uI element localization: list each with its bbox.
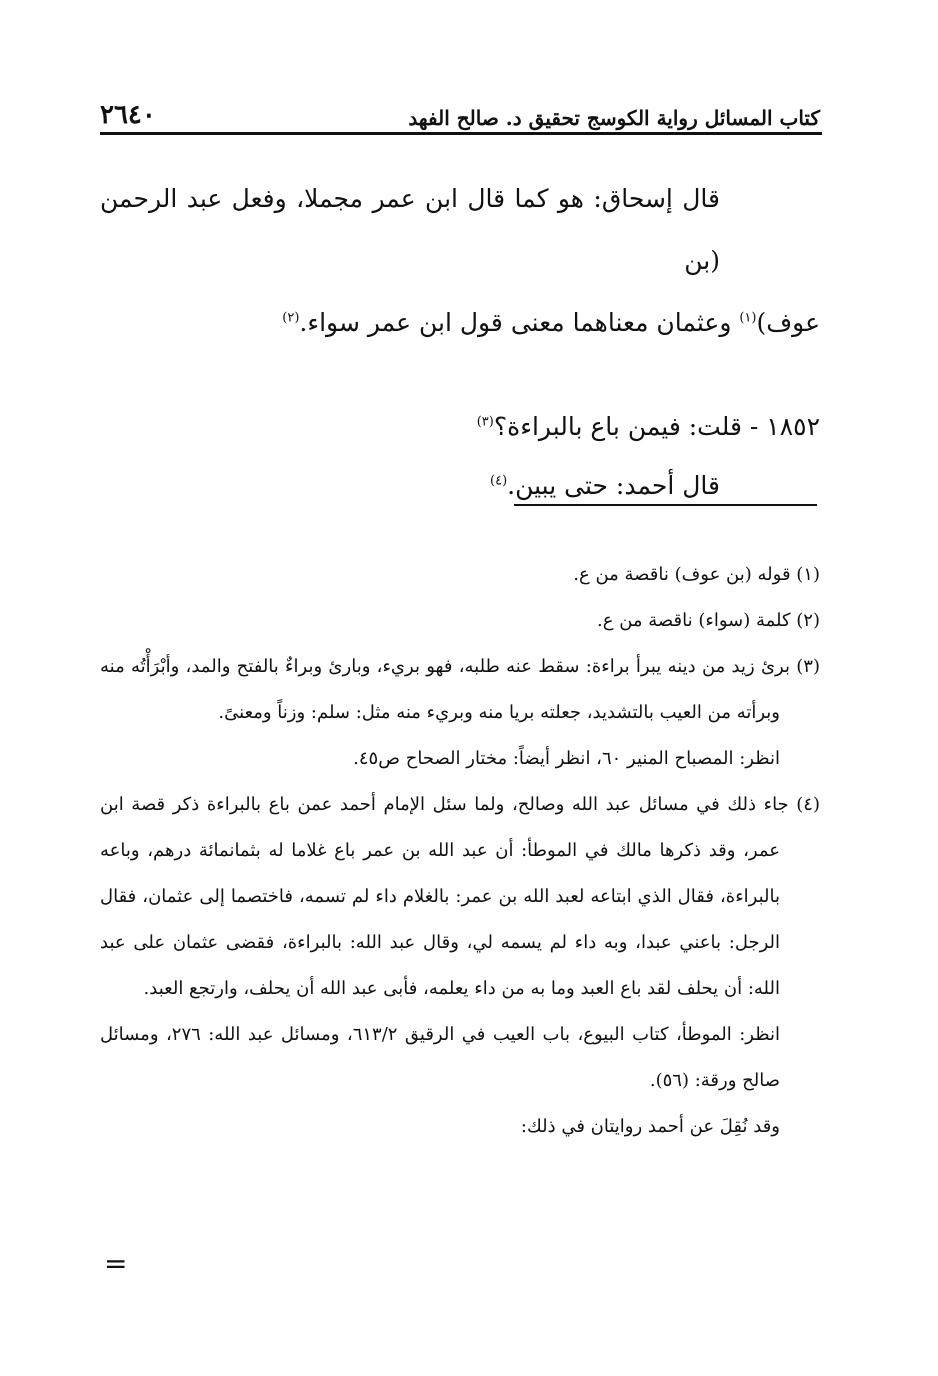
footnote-ref-2: (٢) xyxy=(282,310,300,326)
footnote-ref-4: (٤) xyxy=(490,473,508,489)
running-title: كتاب المسائل رواية الكوسج تحقيق د. صالح الفهد xyxy=(408,106,820,130)
question-1852 xyxy=(100,396,820,458)
footnote-ref-3: (٣) xyxy=(476,414,494,430)
footnote-ref-1: (١) xyxy=(739,310,757,326)
footnote-3: (٣) برئ زيد من دينه يبرأ براءة: سقط عنه طلبه، فهو بريء، وبارئ وبراءٌ بالفتح والمد، وأبْرَأْتُه منه وبرأته من العيب بالتشديد، جعلته بريا منه وبريء منه مثل: سلم: وزناً ومعنىً. xyxy=(100,656,820,723)
ishaq-line-2-start: عوف) xyxy=(756,308,820,337)
footnote-1: (١) قوله (بن عوف) ناقصة من ع. xyxy=(573,564,820,585)
page-header xyxy=(100,90,820,130)
footnote-separator xyxy=(514,504,817,506)
question-text: ١٨٥٢ - قلت: فيمن باع بالبراءة؟ xyxy=(493,412,820,441)
footnote-4-note: وقد نُقِلَ عن أحمد روايتان في ذلك: xyxy=(520,1116,780,1137)
ishaq-line-1: قال إسحاق: هو كما قال ابن عمر مجملا، وفعل عبد الرحمن (بن xyxy=(100,184,720,275)
footnote-4-source: انظر: الموطأ، كتاب البيوع، باب العيب في الرقيق ٦١٣/٢، ومسائل عبد الله: ٢٧٦، ومسائل صالح ورقة: (٥٦). xyxy=(100,1024,780,1091)
ishaq-line-2 xyxy=(100,292,820,354)
main-text xyxy=(100,168,820,514)
footnote-3-source: انظر: المصباح المنير ٦٠، انظر أيضاً: مختار الصحاح ص٤٥. xyxy=(353,748,780,769)
ishaq-line-2-rest: وعثمان معناهما معنى قول ابن عمر سواء. xyxy=(299,308,740,337)
header-rule xyxy=(100,132,822,135)
answer-text: قال أحمد: حتى يبين. xyxy=(507,471,720,500)
footnotes xyxy=(100,552,820,1150)
footnote-4: (٤) جاء ذلك في مسائل عبد الله وصالح، ولما سئل الإمام أحمد عمن باع بالبراءة ذكر قصة ابن عمر، وقد ذكرها مالك في الموطأ: أن عبد الله بن عمر باع غلاما له بثمانمائة درهم، وباعه بالبراءة، فقال الذي ابتاعه لعبد الله بن عمر: بالغلام داء لم تسمه، فاختصما إلى عثمان، فقال الرجل: باعني عبدا، وبه داء لم يسمه لي، وقال عبد الله: بالبراءة، فقضى عثمان على عبد الله: أن يحلف لقد باع العبد وما به من داء يعلمه، فأبى عبد الله أن يحلف، وارتجع العبد. xyxy=(100,794,820,999)
footnote-2: (٢) كلمة (سواء) ناقصة من ع. xyxy=(597,610,820,631)
page-number: ٢٦٤٠ xyxy=(100,100,156,130)
continuation-mark: = xyxy=(104,1247,128,1280)
